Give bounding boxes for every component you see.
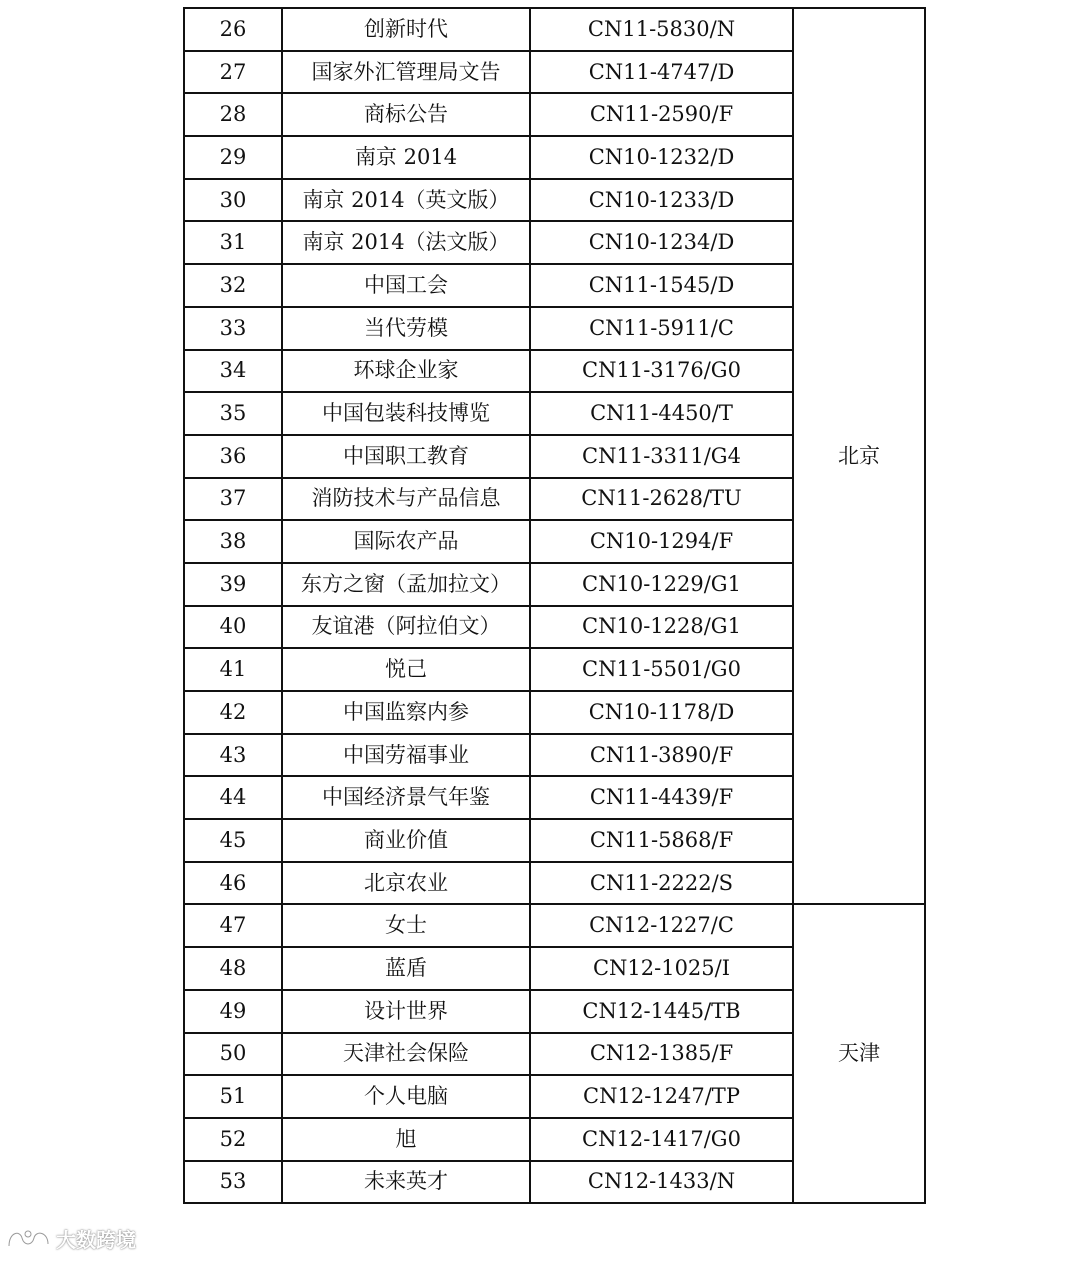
publication-name-cell: 消防技术与产品信息 (282, 478, 530, 521)
cn-number-cell: CN12-1433/N (530, 1161, 793, 1204)
publication-name-cell: 蓝盾 (282, 947, 530, 990)
publication-name-cell: 天津社会保险 (282, 1033, 530, 1076)
publication-name-cell: 南京 2014 (282, 136, 530, 179)
publication-name-cell: 中国经济景气年鉴 (282, 776, 530, 819)
watermark (6, 1224, 136, 1253)
publication-name-cell: 设计世界 (282, 990, 530, 1033)
publication-name-cell: 女士 (282, 904, 530, 947)
cn-number-cell: CN11-5501/G0 (530, 648, 793, 691)
row-number-cell: 30 (184, 179, 282, 222)
cn-number-cell: CN11-5868/F (530, 819, 793, 862)
publication-name-cell: 环球企业家 (282, 350, 530, 393)
registration-table (183, 7, 926, 1204)
publication-name-cell: 未来英才 (282, 1161, 530, 1204)
watermark-text: 大数跨境 (56, 1228, 136, 1252)
cn-number-cell: CN11-4747/D (530, 51, 793, 94)
table-row (184, 904, 925, 947)
row-number-cell: 51 (184, 1075, 282, 1118)
publication-name-cell: 国际农产品 (282, 520, 530, 563)
row-number-cell: 35 (184, 392, 282, 435)
cn-number-cell: CN11-3176/G0 (530, 350, 793, 393)
cn-number-cell: CN10-1233/D (530, 179, 793, 222)
cn-number-cell: CN10-1232/D (530, 136, 793, 179)
cn-number-cell: CN10-1178/D (530, 691, 793, 734)
row-number-cell: 41 (184, 648, 282, 691)
publication-name-cell: 友谊港（阿拉伯文） (282, 606, 530, 649)
cn-number-cell: CN10-1228/G1 (530, 606, 793, 649)
cn-number-cell: CN11-2590/F (530, 93, 793, 136)
cn-number-cell: CN11-5830/N (530, 8, 793, 51)
row-number-cell: 42 (184, 691, 282, 734)
row-number-cell: 52 (184, 1118, 282, 1161)
publication-name-cell: 北京农业 (282, 862, 530, 905)
cn-number-cell: CN12-1025/I (530, 947, 793, 990)
row-number-cell: 29 (184, 136, 282, 179)
cn-number-cell: CN12-1227/C (530, 904, 793, 947)
cn-number-cell: CN10-1234/D (530, 221, 793, 264)
watermark-logo-icon (6, 1226, 52, 1252)
row-number-cell: 53 (184, 1161, 282, 1204)
region-cell: 北京 (793, 8, 925, 904)
cn-number-cell: CN10-1229/G1 (530, 563, 793, 606)
publication-name-cell: 国家外汇管理局文告 (282, 51, 530, 94)
publication-name-cell: 商业价值 (282, 819, 530, 862)
row-number-cell: 32 (184, 264, 282, 307)
table-body (184, 8, 925, 1203)
cn-number-cell: CN12-1445/TB (530, 990, 793, 1033)
publication-name-cell: 商标公告 (282, 93, 530, 136)
row-number-cell: 48 (184, 947, 282, 990)
cn-number-cell: CN11-3311/G4 (530, 435, 793, 478)
row-number-cell: 49 (184, 990, 282, 1033)
row-number-cell: 33 (184, 307, 282, 350)
region-cell: 天津 (793, 904, 925, 1203)
row-number-cell: 36 (184, 435, 282, 478)
row-number-cell: 37 (184, 478, 282, 521)
publication-name-cell: 中国监察内参 (282, 691, 530, 734)
cn-number-cell: CN11-2628/TU (530, 478, 793, 521)
cn-number-cell: CN12-1385/F (530, 1033, 793, 1076)
row-number-cell: 39 (184, 563, 282, 606)
cn-number-cell: CN10-1294/F (530, 520, 793, 563)
cn-number-cell: CN12-1417/G0 (530, 1118, 793, 1161)
publication-name-cell: 南京 2014（法文版） (282, 221, 530, 264)
row-number-cell: 44 (184, 776, 282, 819)
publication-name-cell: 中国职工教育 (282, 435, 530, 478)
table-row (184, 8, 925, 51)
row-number-cell: 27 (184, 51, 282, 94)
publication-name-cell: 当代劳模 (282, 307, 530, 350)
publication-name-cell: 中国包装科技博览 (282, 392, 530, 435)
cn-number-cell: CN11-5911/C (530, 307, 793, 350)
publication-name-cell: 中国工会 (282, 264, 530, 307)
row-number-cell: 45 (184, 819, 282, 862)
row-number-cell: 50 (184, 1033, 282, 1076)
row-number-cell: 40 (184, 606, 282, 649)
row-number-cell: 28 (184, 93, 282, 136)
publication-name-cell: 创新时代 (282, 8, 530, 51)
row-number-cell: 26 (184, 8, 282, 51)
cn-number-cell: CN11-4450/T (530, 392, 793, 435)
publication-name-cell: 中国劳福事业 (282, 734, 530, 777)
publication-name-cell: 个人电脑 (282, 1075, 530, 1118)
publication-name-cell: 南京 2014（英文版） (282, 179, 530, 222)
cn-number-cell: CN11-2222/S (530, 862, 793, 905)
publication-name-cell: 悦己 (282, 648, 530, 691)
row-number-cell: 38 (184, 520, 282, 563)
cn-number-cell: CN11-3890/F (530, 734, 793, 777)
cn-number-cell: CN12-1247/TP (530, 1075, 793, 1118)
row-number-cell: 46 (184, 862, 282, 905)
publication-name-cell: 旭 (282, 1118, 530, 1161)
cn-number-cell: CN11-1545/D (530, 264, 793, 307)
row-number-cell: 43 (184, 734, 282, 777)
publication-name-cell: 东方之窗（孟加拉文） (282, 563, 530, 606)
row-number-cell: 34 (184, 350, 282, 393)
row-number-cell: 31 (184, 221, 282, 264)
row-number-cell: 47 (184, 904, 282, 947)
cn-number-cell: CN11-4439/F (530, 776, 793, 819)
